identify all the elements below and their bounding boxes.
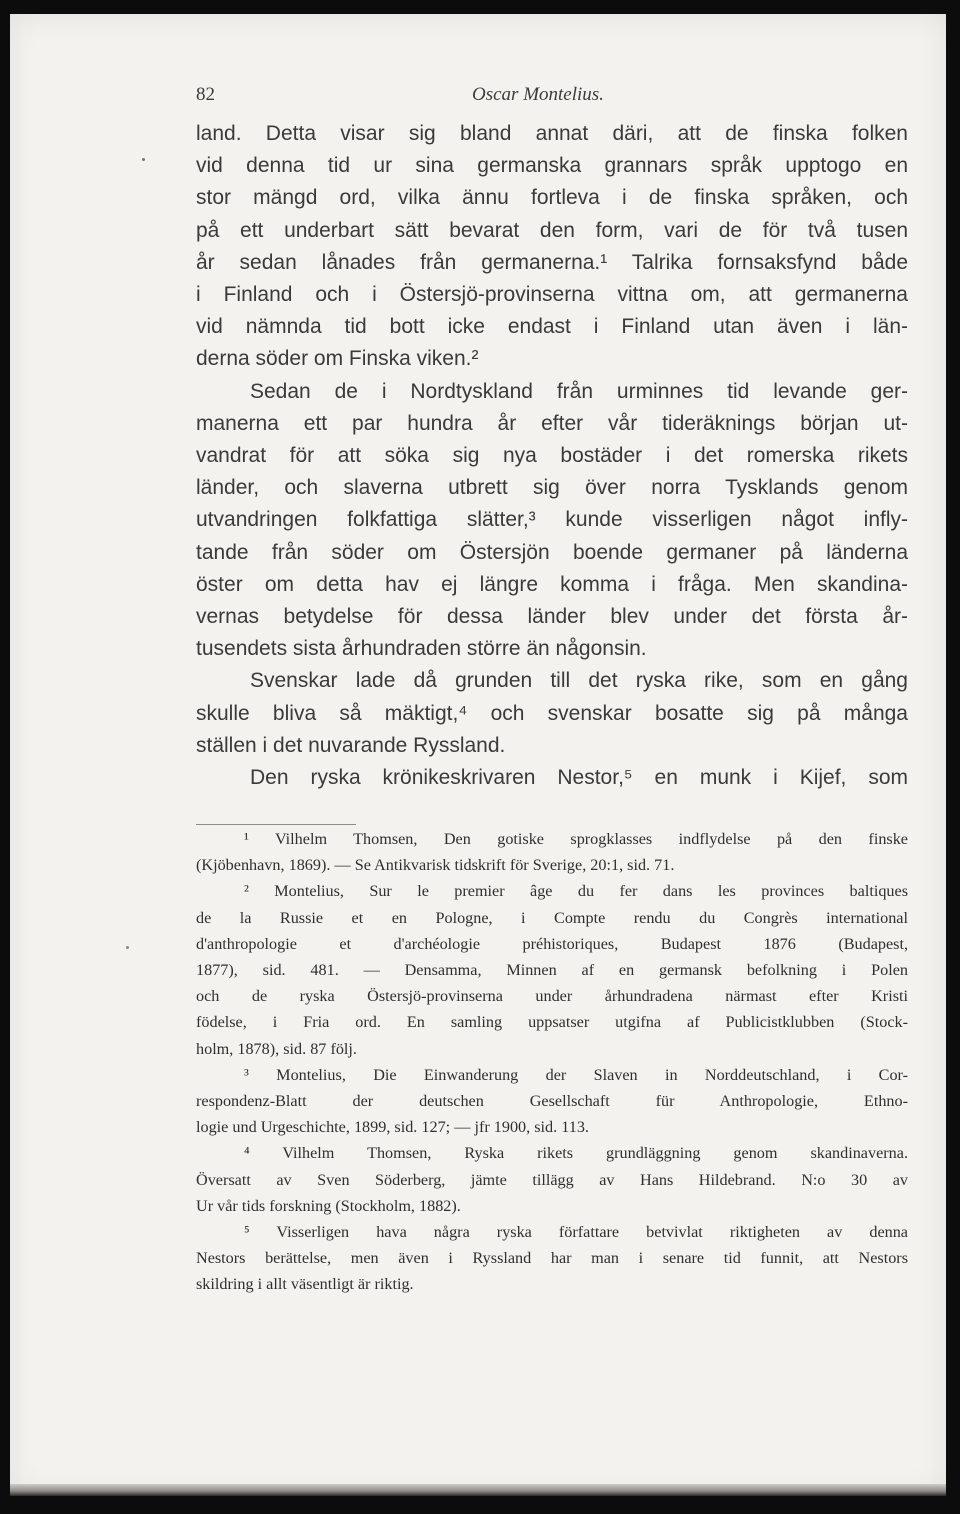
footnote-line: födelse, i Fria ord. En samling uppsatser utgifna af Publicistklubben (Stock-: [196, 1013, 908, 1032]
body-text-line: utvandringen folkfattiga slätter,³ kunde visserligen något infly-: [196, 508, 908, 532]
body-text-line: skulle bliva så mäktigt,⁴ och svenskar bosatte sig på många: [196, 701, 908, 725]
body-text-line: öster om detta hav ej längre komma i fråga. Men skandina-: [196, 572, 908, 596]
footnote-line: d'anthropologie et d'archéologie préhistoriques, Budapest 1876 (Budapest,: [196, 934, 908, 953]
footnote-line: ³ Montelius, Die Einwanderung der Slaven in Norddeutschland, i Cor-: [244, 1065, 908, 1084]
page-header: [196, 84, 908, 110]
footnote-line: ² Montelius, Sur le premier âge du fer dans les provinces baltiques: [244, 882, 908, 901]
body-text-line: länder, och slaverna utbrett sig över norra Tysklands genom: [196, 476, 908, 500]
footnote-rule: [196, 824, 356, 825]
body-text-line: på ett underbart sätt bevarat den form, vari de för två tusen: [196, 218, 908, 242]
footnote-line: ⁵ Visserligen hava några ryska författare betvivlat riktigheten av denna: [244, 1223, 908, 1242]
body-text-line: derna söder om Finska viken.²: [196, 347, 479, 371]
footnote-line: respondenz-Blatt der deutschen Gesellschaft für Anthropologie, Ethno-: [196, 1092, 908, 1111]
body-text-line: tande från söder om Östersjön boende germaner på länderna: [196, 540, 908, 564]
body-text-line: vandrat för att söka sig nya bostäder i det romerska rikets: [196, 444, 908, 468]
footnote-line: Ur vår tids forskning (Stockholm, 1882).: [196, 1196, 461, 1215]
body-text-line: stor mängd ord, vilka ännu fortleva i de finska språken, och: [196, 186, 908, 210]
body-text-line: Den ryska krönikeskrivaren Nestor,⁵ en munk i Kijef, som: [250, 766, 908, 790]
footnote-line: Översatt av Sven Söderberg, jämte tillägg av Hans Hildebrand. N:o 30 av: [196, 1170, 908, 1189]
scan-speck: [126, 946, 129, 949]
body-text-line: Sedan de i Nordtyskland från urminnes tid levande ger-: [250, 379, 908, 403]
footnote-line: ¹ Vilhelm Thomsen, Den gotiske sprogklasses indflydelse på den finske: [244, 830, 908, 848]
scan-speck: [142, 158, 145, 161]
body-text-line: ställen i det nuvarande Ryssland.: [196, 733, 506, 757]
footnote-line: skildring i allt väsentligt är riktig.: [196, 1275, 414, 1294]
footnote-line: (Kjöbenhavn, 1869). — Se Antikvarisk tidskrift för Sverige, 20:1, sid. 71.: [196, 856, 675, 875]
body-text-line: Svenskar lade då grunden till det ryska rike, som en gång: [250, 669, 908, 693]
body-text: [196, 118, 908, 794]
body-text-line: i Finland och i Östersjö-provinserna vittna om, att germanerna: [196, 283, 908, 307]
footnote-line: de la Russie et en Pologne, i Compte rendu du Congrès international: [196, 908, 908, 927]
footnote-line: logie und Urgeschichte, 1899, sid. 127; — jfr 1900, sid. 113.: [196, 1118, 589, 1137]
page-bottom-edge: [10, 1484, 946, 1496]
body-text-line: vernas betydelse för dessa länder blev under det första år-: [196, 605, 908, 629]
body-text-line: vid denna tid ur sina germanska grannars språk upptogo en: [196, 154, 908, 178]
page-number: 82: [196, 84, 215, 105]
running-head: Oscar Montelius.: [472, 84, 604, 105]
body-text-line: tusendets sista århundraden större än någonsin.: [196, 637, 647, 661]
body-text-line: manerna ett par hundra år efter vår tideräknings början ut-: [196, 411, 908, 435]
footnote-line: Nestors berättelse, men även i Ryssland har man i senare tid funnit, att Nestors: [196, 1249, 908, 1268]
body-text-line: vid nämnda tid bott icke endast i Finland utan även i län-: [196, 315, 908, 339]
footnote-line: och de ryska Östersjö-provinserna under århundradena närmast efter Kristi: [196, 987, 908, 1006]
body-text-line: land. Detta visar sig bland annat däri, att de finska folken: [196, 122, 908, 145]
footnote-line: holm, 1878), sid. 87 följ.: [196, 1039, 357, 1058]
footnote-line: ⁴ Vilhelm Thomsen, Ryska rikets grundläggning genom skandinaverna.: [244, 1144, 908, 1163]
footnote-line: 1877), sid. 481. — Densamma, Minnen af en germansk befolkning i Polen: [196, 961, 908, 980]
footnotes: [196, 826, 908, 1298]
body-text-line: år sedan lånades från germanerna.¹ Talrika fornsaksfynd både: [196, 250, 908, 274]
